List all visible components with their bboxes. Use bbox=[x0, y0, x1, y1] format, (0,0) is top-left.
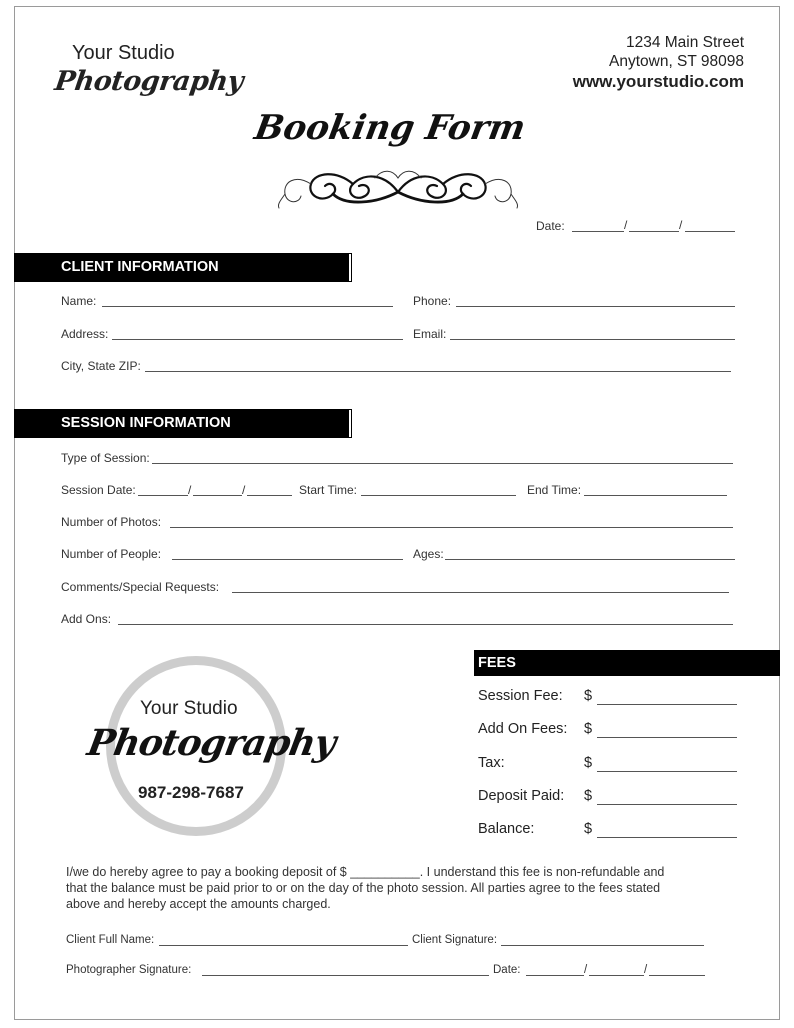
date-slash: / bbox=[624, 218, 628, 232]
agreement-line1: I/we do hereby agree to pay a booking deposit of $ __________. I understand this fee is non-refundable and bbox=[66, 865, 665, 879]
session-fee-label: Session Fee: bbox=[478, 688, 563, 704]
number-of-photos-field[interactable] bbox=[170, 527, 733, 528]
currency-symbol: $ bbox=[584, 721, 593, 737]
form-date-month-line[interactable] bbox=[572, 231, 624, 232]
comments-field[interactable] bbox=[232, 592, 729, 593]
signature-date-year-line[interactable] bbox=[649, 975, 705, 976]
client-phone-label: Phone: bbox=[413, 294, 452, 308]
deposit-paid-label: Deposit Paid: bbox=[478, 788, 565, 804]
client-address-field[interactable] bbox=[112, 339, 403, 340]
date-slash: / bbox=[584, 964, 588, 976]
balance-label: Balance: bbox=[478, 821, 535, 837]
comments-label: Comments/Special Requests: bbox=[61, 580, 220, 594]
ages-field[interactable] bbox=[445, 559, 735, 560]
tax-field[interactable] bbox=[597, 771, 737, 772]
client-phone-field[interactable] bbox=[456, 306, 735, 307]
photographer-signature-label: Photographer Signature: bbox=[66, 964, 192, 976]
address-line2: Anytown, ST 98098 bbox=[609, 53, 744, 70]
form-date-year-line[interactable] bbox=[685, 231, 735, 232]
form-date-day-line[interactable] bbox=[629, 231, 679, 232]
photographer-signature-field[interactable] bbox=[202, 975, 489, 976]
number-of-photos-label: Number of Photos: bbox=[61, 515, 162, 529]
client-email-field[interactable] bbox=[450, 339, 735, 340]
client-full-name-field[interactable] bbox=[159, 945, 408, 946]
client-name-label: Name: bbox=[61, 294, 97, 308]
session-type-label: Type of Session: bbox=[61, 451, 150, 465]
date-slash: / bbox=[679, 218, 683, 232]
session-fee-field[interactable] bbox=[597, 704, 737, 705]
add-on-fees-field[interactable] bbox=[597, 737, 737, 738]
end-time-label: End Time: bbox=[527, 483, 582, 497]
client-email-label: Email: bbox=[413, 327, 447, 341]
balance-field[interactable] bbox=[597, 837, 737, 838]
fees-header: FEES bbox=[474, 650, 780, 676]
session-date-day-line[interactable] bbox=[193, 495, 242, 496]
signature-date-day-line[interactable] bbox=[589, 975, 644, 976]
session-date-month-line[interactable] bbox=[138, 495, 188, 496]
tax-label: Tax: bbox=[478, 755, 505, 771]
form-date-label: Date: bbox=[536, 219, 565, 233]
date-slash: / bbox=[644, 964, 648, 976]
logo-phone-number: 987-298-7687 bbox=[138, 783, 244, 802]
flourish-ornament-icon bbox=[275, 164, 521, 214]
form-title: Booking Form bbox=[251, 108, 529, 148]
currency-symbol: $ bbox=[584, 755, 593, 771]
number-of-people-field[interactable] bbox=[172, 559, 403, 560]
currency-symbol: $ bbox=[584, 788, 593, 804]
currency-symbol: $ bbox=[584, 821, 593, 837]
date-slash: / bbox=[242, 483, 246, 497]
client-city-field[interactable] bbox=[145, 371, 731, 372]
logo-studio-text: Your Studio bbox=[140, 698, 238, 719]
session-date-year-line[interactable] bbox=[247, 495, 292, 496]
deposit-paid-field[interactable] bbox=[597, 804, 737, 805]
ages-label: Ages: bbox=[413, 547, 444, 561]
client-signature-field[interactable] bbox=[501, 945, 704, 946]
session-information-header: SESSION INFORMATION bbox=[15, 410, 351, 437]
client-address-label: Address: bbox=[61, 327, 109, 341]
number-of-people-label: Number of People: bbox=[61, 547, 162, 561]
client-full-name-label: Client Full Name: bbox=[66, 934, 155, 946]
studio-logo-line2: Photography bbox=[52, 66, 245, 97]
client-city-label: City, State ZIP: bbox=[61, 359, 141, 373]
add-ons-field[interactable] bbox=[118, 624, 733, 625]
add-on-fees-label: Add On Fees: bbox=[478, 721, 568, 737]
signature-date-month-line[interactable] bbox=[526, 975, 584, 976]
agreement-text bbox=[66, 864, 746, 912]
end-time-field[interactable] bbox=[584, 495, 727, 496]
signature-date-label: Date: bbox=[493, 964, 521, 976]
agreement-line3: above and hereby accept the amounts charged. bbox=[66, 897, 331, 911]
client-name-field[interactable] bbox=[102, 306, 393, 307]
client-signature-label: Client Signature: bbox=[412, 934, 498, 946]
session-date-label: Session Date: bbox=[61, 483, 136, 497]
currency-symbol: $ bbox=[584, 688, 593, 704]
start-time-field[interactable] bbox=[361, 495, 516, 496]
logo-photography-text: Photography bbox=[84, 722, 339, 764]
agreement-line2: that the balance must be paid prior to or on the day of the photo session. All parties agree to the fees stated bbox=[66, 881, 661, 895]
date-slash: / bbox=[188, 483, 192, 497]
studio-logo-line1: Your Studio bbox=[72, 42, 175, 64]
address-line1: 1234 Main Street bbox=[625, 34, 744, 51]
start-time-label: Start Time: bbox=[299, 483, 358, 497]
session-type-field[interactable] bbox=[152, 463, 733, 464]
add-ons-label: Add Ons: bbox=[61, 612, 112, 626]
client-information-header: CLIENT INFORMATION bbox=[15, 254, 351, 281]
website: www.yourstudio.com bbox=[572, 72, 744, 91]
